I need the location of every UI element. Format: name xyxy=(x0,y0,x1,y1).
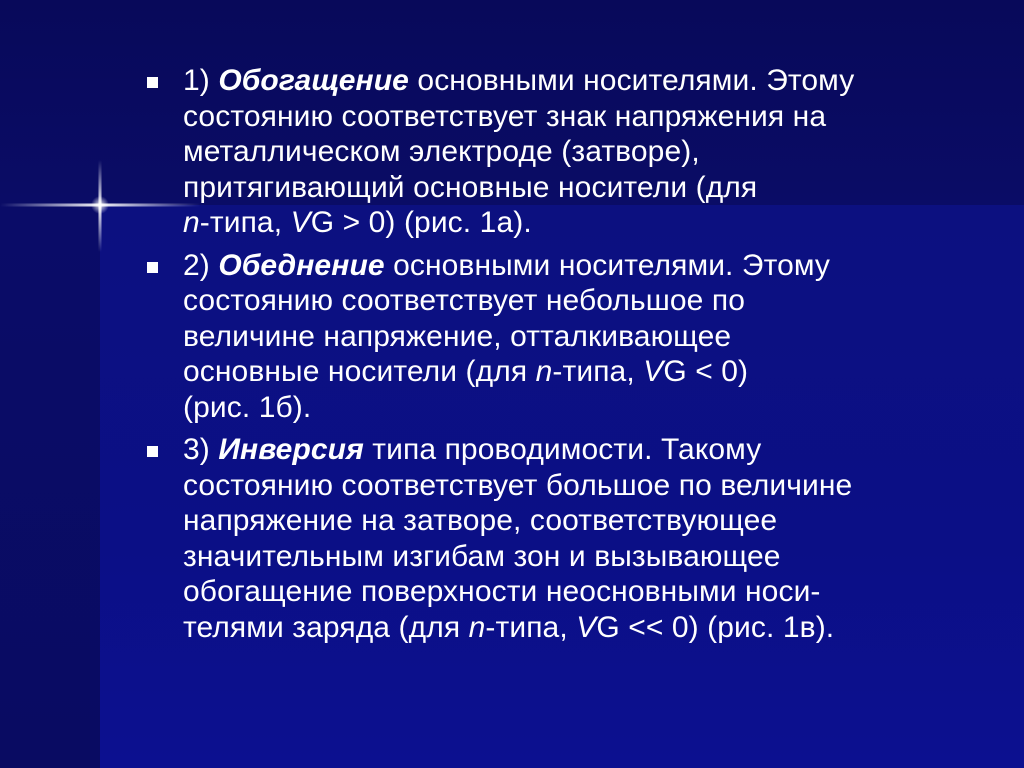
bullet-inversion xyxy=(140,432,960,645)
bullet-square-icon xyxy=(147,262,158,273)
term-inversion: Инверсия xyxy=(218,433,364,466)
bullet-enrichment xyxy=(140,63,960,241)
text-line: 2) Обеднение основными носителями. Этому xyxy=(183,248,831,282)
text-line: состоянию соответствует небольшое по xyxy=(183,284,745,317)
text-line: величине напряжение, отталкивающее xyxy=(183,319,732,353)
text-line: 3) Инверсия типа проводимости. Такому xyxy=(183,433,762,466)
text-line: (рис. 1б). xyxy=(183,390,312,424)
text-line: 1) Обогащение основными носителями. Этому xyxy=(183,64,855,97)
bullet-depletion xyxy=(140,248,960,426)
text-line: обогащение поверхности неосновными носи- xyxy=(183,575,821,608)
text-line: основные носители (для n-типа, VG < 0) xyxy=(183,355,749,388)
text-line: телями заряда (для n-типа, VG << 0) (рис. 1в). xyxy=(183,610,835,644)
background-left-band xyxy=(0,205,100,768)
term-depletion: Обеднение xyxy=(218,248,385,282)
text-line: n-типа, VG > 0) (рис. 1а). xyxy=(183,206,532,239)
text-line: состоянию соответствует знак напряжения на xyxy=(183,99,827,133)
text-line: состоянию соответствует большое по величине xyxy=(183,468,853,502)
text-line: напряжение на затворе, соответствующее xyxy=(183,504,778,537)
bullet-square-icon xyxy=(147,446,158,457)
text-line: значительным изгибам зон и вызывающее xyxy=(183,539,781,573)
text-line: металлическом электроде (затворе), xyxy=(183,135,700,168)
slide-content xyxy=(140,63,960,652)
term-enrichment: Обогащение xyxy=(218,64,409,97)
bullet-square-icon xyxy=(147,77,158,88)
text-line: притягивающий основные носители (для xyxy=(183,170,758,204)
